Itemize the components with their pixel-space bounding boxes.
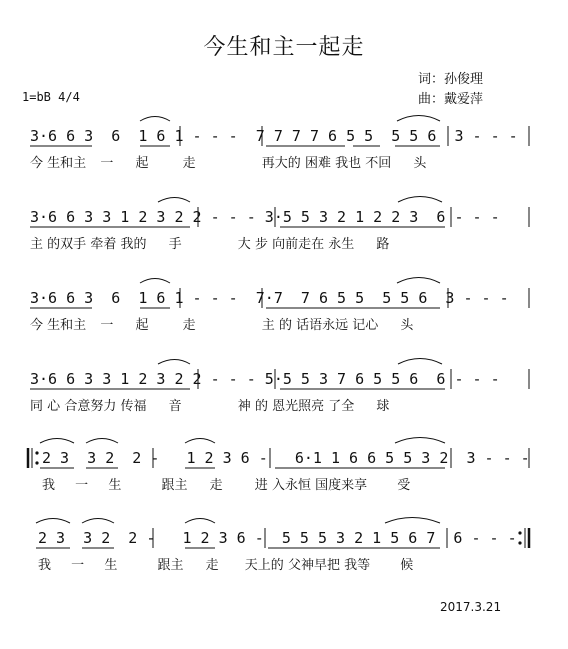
lyric: 我等 (344, 558, 371, 573)
svg-text:2 3 3 2 2 - 1 2 3 6 - 6·: 2 3 3 2 2 - 1 2 3 6 - 6·1 1 6 6 5 5 3 2 3 - - - (42, 449, 530, 467)
lyric: 起 (135, 156, 149, 171)
lyric: 一 (75, 478, 89, 493)
lyric: 主 (30, 237, 44, 252)
lyric: 入永恒 (271, 478, 311, 493)
date-stamp: 2017.3.21 (440, 600, 502, 614)
lyric: 进 (254, 478, 268, 493)
lyric: 手 (168, 237, 182, 252)
svg-text:3·6 6 3 6 1 6 1 - - - 7·7: 3·6 6 3 6 1 6 1 - - - 7·7 7 6 5 5 5 5 6 3 - - - (30, 289, 509, 307)
lyric: 生 (104, 558, 118, 573)
lyric: 一 (100, 156, 114, 171)
lyric: 我也 (335, 156, 362, 171)
lyric: 今 (30, 318, 44, 333)
lyric: 话语永远 (296, 318, 349, 333)
lyric: 球 (376, 399, 390, 414)
lyric: 记心 (352, 318, 379, 333)
lyric: 永生 (328, 237, 355, 252)
lyric-line-1 (30, 152, 426, 171)
lyric: 大 (237, 237, 251, 252)
lyric-line-5 (42, 474, 410, 493)
lyric: 国度来享 (315, 478, 368, 493)
lyric: 走 (209, 478, 223, 493)
lyric: 传福 (120, 399, 147, 414)
lyric-line-3 (30, 314, 413, 333)
lyric: 候 (400, 558, 414, 573)
lyric: 了全 (328, 399, 355, 414)
lyric: 同 (30, 399, 44, 414)
lyric: 再大的 (261, 156, 301, 171)
lyric: 父神早把 (287, 558, 340, 573)
key-signature: 1=bB 4/4 (22, 90, 80, 104)
lyric: 走 (182, 318, 196, 333)
lyric: 生 (108, 478, 122, 493)
lyric: 生和主 (47, 318, 87, 333)
lyric: 我 (42, 478, 56, 493)
lyric: 头 (400, 318, 414, 333)
lyric: 今 (30, 156, 44, 171)
lyric: 天上的 (244, 558, 284, 573)
svg-text:3·6 6 3 6 1 6 1 - - - 7 7 7: 3·6 6 3 6 1 6 1 - - - 7 7 7 7 6 5 5 5 5 6 3 - - - (30, 127, 518, 145)
lyric: 的 (254, 399, 268, 414)
lyric: 合意努力 (64, 399, 117, 414)
lyric: 头 (413, 156, 427, 171)
lyric: 困难 (304, 156, 331, 171)
song-title: 今生和主一起走 (203, 35, 365, 60)
lyric: 起 (135, 318, 149, 333)
lyric: 生和主 (47, 156, 87, 171)
lyric: 步 (254, 237, 268, 252)
lyric: 一 (71, 558, 85, 573)
lyric: 跟主 (161, 478, 188, 493)
lyric: 音 (168, 399, 182, 414)
lyricist-credit: 词：孙俊理 (418, 72, 484, 87)
lyric: 走 (182, 156, 196, 171)
svg-text:3·6 6 3 3 1 2 3 2 2 - - - 3·5: 3·6 6 3 3 1 2 3 2 2 - - - 3·5 5 3 2 1 2 2 3 6 - - - (30, 208, 500, 226)
lyric: 跟主 (157, 558, 184, 573)
lyric-line-4 (30, 395, 389, 414)
lyric-line-2 (30, 233, 389, 252)
lyric: 向前走在 (272, 237, 325, 252)
lyric: 主 (261, 318, 275, 333)
lyric: 心 (47, 399, 61, 414)
lyric: 路 (376, 237, 390, 252)
lyric: 的双手 (47, 237, 87, 252)
lyric: 不回 (365, 156, 392, 171)
lyric: 我 (38, 558, 52, 573)
lyric-line-6 (38, 554, 413, 573)
lyric: 的 (278, 318, 292, 333)
lyric: 受 (397, 478, 411, 493)
lyric: 一 (100, 318, 114, 333)
lyric: 神 (237, 399, 251, 414)
lyric: 走 (205, 558, 219, 573)
lyric: 恩光照亮 (272, 399, 325, 414)
svg-text:2 3 3 2 2 - 1 2 3 6 - 5 5: 2 3 3 2 2 - 1 2 3 6 - 5 5 5 3 2 1 5 6 7 6 - - - (38, 529, 517, 547)
lyric: 牵着 (90, 237, 117, 252)
lyric: 我的 (120, 237, 147, 252)
svg-text:3·6 6 3 3 1 2 3 2 2 - - - 5·5: 3·6 6 3 3 1 2 3 2 2 - - - 5·5 5 3 7 6 5 5 6 6 - - - (30, 370, 500, 388)
composer-credit: 曲：戴爱萍 (418, 92, 484, 107)
